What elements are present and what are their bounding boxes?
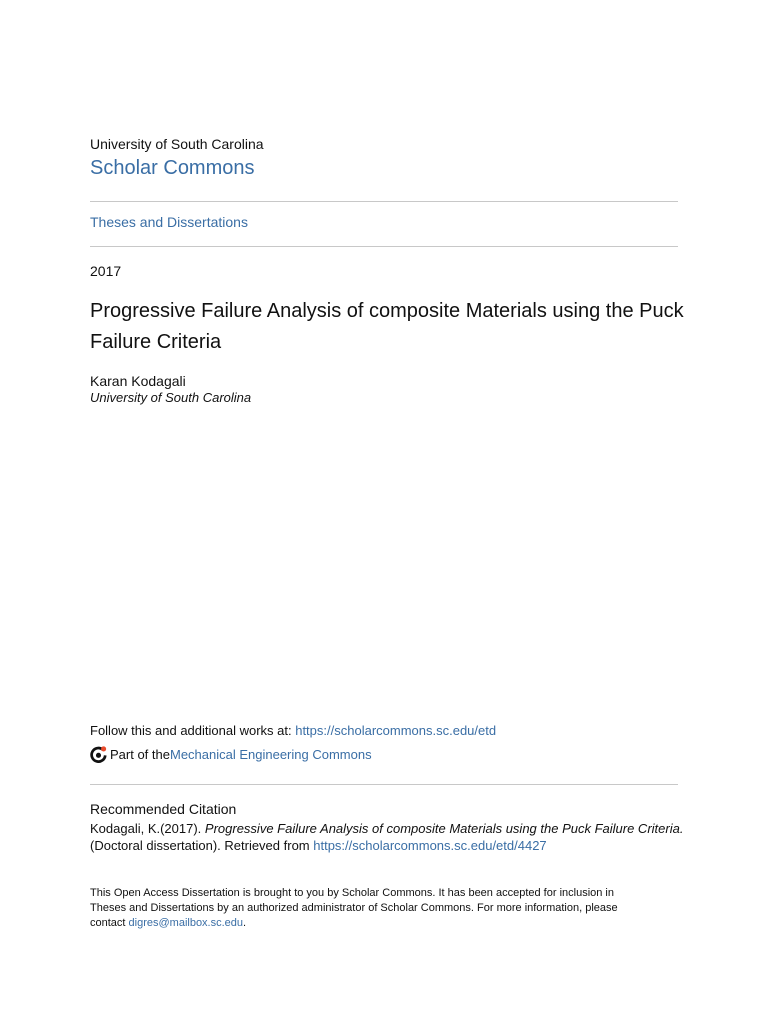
part-of-prefix: Part of the (110, 747, 170, 762)
collection-link[interactable]: Theses and Dissertations (90, 214, 248, 230)
document-title: Progressive Failure Analysis of composite Materials using the Puck Failure Criteria (90, 300, 684, 353)
contact-email-link[interactable]: digres@mailbox.sc.edu (128, 917, 244, 929)
author-affiliation: University of South Carolina (90, 390, 252, 405)
divider-top (90, 201, 678, 202)
open-access-network-icon (90, 746, 107, 763)
publication-year: 2017 (90, 263, 122, 279)
part-of-line (90, 746, 372, 763)
repository-link[interactable]: Scholar Commons (90, 157, 255, 179)
divider-middle (90, 246, 678, 247)
follow-url-link[interactable]: https://scholarcommons.sc.edu/etd (295, 723, 497, 738)
citation-heading: Recommended Citation (90, 801, 237, 817)
commons-link[interactable]: Mechanical Engineering Commons (169, 747, 372, 762)
citation-body (90, 820, 690, 854)
notice-end: . (243, 917, 247, 929)
citation-author-year: Kodagali, K.(2017). (90, 821, 205, 836)
open-access-notice (90, 886, 650, 931)
notice-text: This Open Access Dissertation is brought to you by Scholar Commons. It has been accepted for inclusion in Theses and Dissertations by an authorized administrator of Scholar Commons. For more information, please contact (90, 887, 618, 929)
follow-prefix: Follow this and additional works at: (90, 723, 296, 738)
citation-title: Progressive Failure Analysis of composite Materials using the Puck Failure Criteria. (204, 821, 684, 836)
university-name: University of South Carolina (90, 136, 264, 152)
citation-suffix: (Doctoral dissertation). Retrieved from (90, 838, 314, 853)
divider-bottom (90, 784, 678, 785)
follow-line (90, 723, 496, 738)
author-name: Karan Kodagali (90, 373, 186, 389)
citation-url-link[interactable]: https://scholarcommons.sc.edu/etd/4427 (313, 838, 547, 853)
